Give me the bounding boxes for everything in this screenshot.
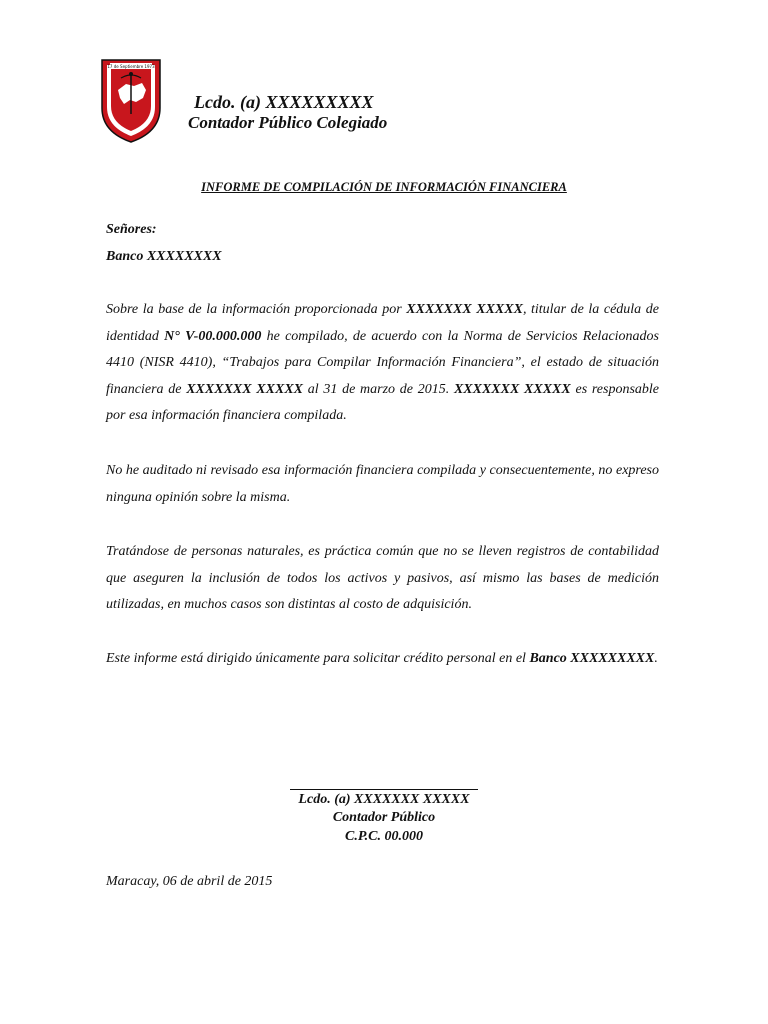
signature-cpc: C.P.C. 00.000 [345, 829, 423, 844]
paragraph-1: Sobre la base de la información proporcionada por XXXXXXX XXXXX, titular de la cédula de identidad N° V-00.000.000 he compilado, de acuerdo con la Norma de Servicios Relacionados 4410 (NISR 4410), “Trabajos para Compilar Información Financiera”, el estado de situación financiera de XXXXXXX XXXXX al 31 de marzo de 2015. XXXXXXX XXXXX es responsable por esa información financiera compilada. [106, 302, 660, 423]
signature-name: Lcdo. (a) XXXXXXX XXXXX [298, 792, 470, 807]
paragraph-2: No he auditado ni revisado esa información financiera compilada y consecuentemente, no expreso ninguna opinión sobre la misma. [106, 463, 659, 505]
signature-role: Contador Público [332, 810, 436, 825]
cpv-logo [96, 56, 166, 144]
signature-line [290, 789, 478, 790]
logo-top-text: 17 de Septiembre 1973 [107, 64, 155, 69]
header-role: Contador Público Colegiado [188, 113, 388, 132]
salutation: Señores: [106, 222, 157, 237]
paragraph-3: Tratándose de personas naturales, es práctica común que no se lleven registros de contabilidad que aseguren la inclusión de todos los activos y pasivos, así mismo las bases de medición utilizadas, en muchos casos son distintas al costo de adquisición. [106, 544, 659, 612]
paragraph-4: Este informe está dirigido únicamente para solicitar crédito personal en el Banco XXXXXXXXX. [106, 651, 658, 666]
header-name: Lcdo. (a) XXXXXXXXX [194, 92, 374, 112]
document-title: INFORME DE COMPILACIÓN DE INFORMACIÓN FINANCIERA [201, 180, 567, 194]
recipient: Banco XXXXXXXX [106, 249, 222, 264]
place-date: Maracay, 06 de abril de 2015 [106, 874, 273, 889]
